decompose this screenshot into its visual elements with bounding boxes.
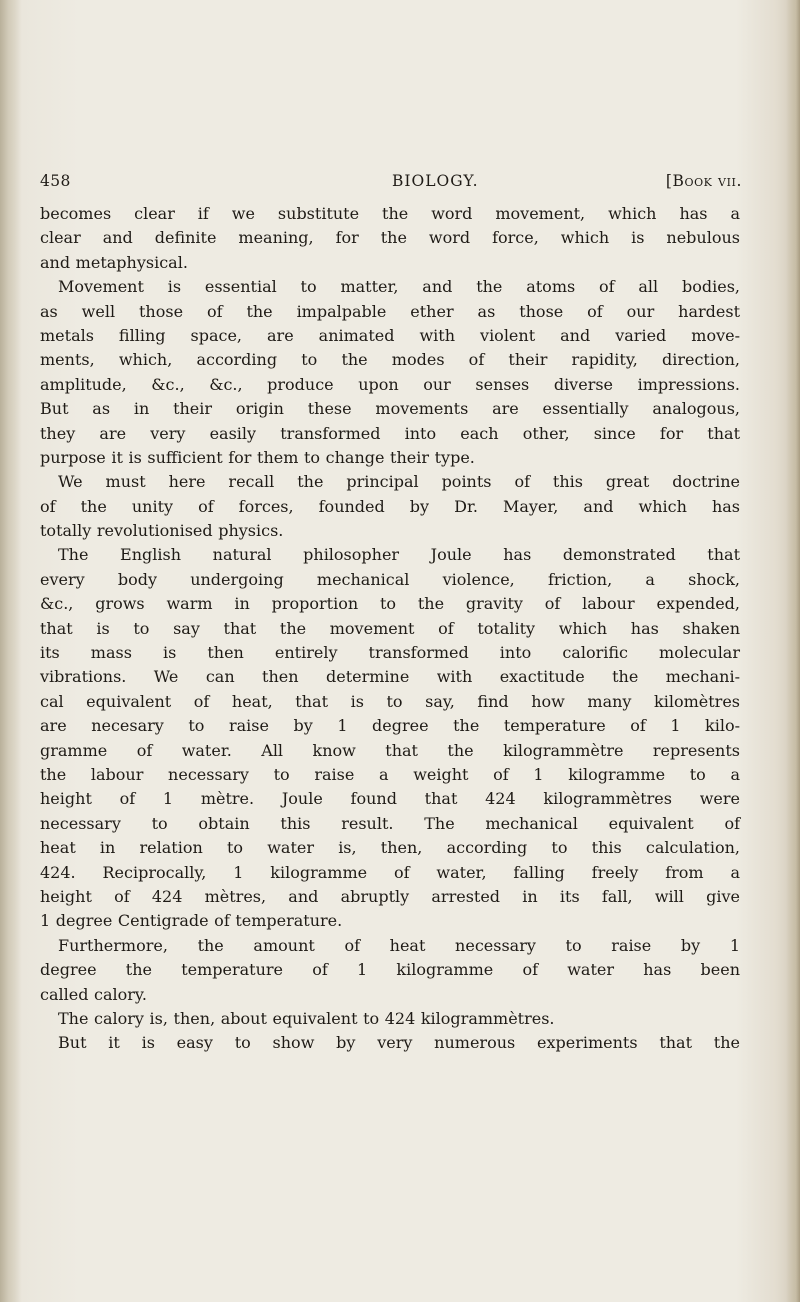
- page-number: 458: [40, 172, 71, 190]
- running-header: [40, 172, 742, 196]
- text-line: necessary to obtain this result. The mechanical equivalent of: [40, 813, 740, 833]
- text-line: are necesary to raise by 1 degree the temperature of 1 kilo-: [40, 716, 740, 736]
- text-line: gramme of water. All know that the kilogrammètre represents: [40, 740, 740, 760]
- text-line: The English natural philosopher Joule has demonstrated that: [58, 545, 740, 565]
- text-line: amplitude, &c., &c., produce upon our senses diverse impressions.: [40, 374, 740, 394]
- text-line: &c., grows warm in proportion to the gravity of labour expended,: [40, 594, 740, 614]
- text-line: heat in relation to water is, then, according to this calculation,: [40, 838, 740, 858]
- text-line: they are very easily transformed into each other, since for that: [40, 423, 740, 443]
- text-line: called calory.: [40, 984, 147, 1004]
- page-spine-shadow: [0, 0, 22, 1302]
- text-line: But it is easy to show by very numerous experiments that the: [58, 1033, 740, 1053]
- text-line: becomes clear if we substitute the word movement, which has a: [40, 204, 740, 223]
- text-line: metals filling space, are animated with violent and varied move-: [40, 325, 740, 345]
- text-line: its mass is then entirely transformed into calorific molecular: [40, 643, 740, 663]
- text-line: Movement is essential to matter, and the atoms of all bodies,: [58, 277, 740, 297]
- text-line: clear and definite meaning, for the word force, which is nebulous: [40, 228, 740, 248]
- text-line: every body undergoing mechanical violence, friction, a shock,: [40, 569, 740, 589]
- text-line: 424. Reciprocally, 1 kilogramme of water, falling freely from a: [40, 862, 740, 882]
- text-line: The calory is, then, about equivalent to 424 kilogrammètres.: [58, 1008, 555, 1028]
- text-line: totally revolutionised physics.: [40, 521, 284, 541]
- text-line: purpose it is sufficient for them to change their type.: [40, 447, 475, 467]
- text-line: Furthermore, the amount of heat necessary to raise by 1: [58, 935, 740, 955]
- text-line: ments, which, according to the modes of their rapidity, direction,: [40, 350, 740, 370]
- body-text: [40, 202, 740, 1056]
- book-label: [Book vii.: [665, 172, 742, 190]
- text-line: the labour necessary to raise a weight of 1 kilogramme to a: [40, 764, 740, 784]
- text-line: degree the temperature of 1 kilogramme of water has been: [40, 960, 740, 980]
- text-line: as well those of the impalpable ether as those of our hardest: [40, 301, 740, 321]
- text-line: height of 424 mètres, and abruptly arrested in its fall, will give: [40, 886, 740, 906]
- text-line: We must here recall the principal points of this great doctrine: [58, 472, 740, 492]
- running-title: BIOLOGY.: [392, 172, 479, 190]
- text-line: vibrations. We can then determine with exactitude the mechani-: [40, 667, 740, 687]
- text-line: of the unity of forces, founded by Dr. Mayer, and which has: [40, 496, 740, 516]
- text-line: and metaphysical.: [40, 252, 188, 272]
- text-line: cal equivalent of heat, that is to say, find how many kilomètres: [40, 691, 740, 711]
- text-line: 1 degree Centigrade of temperature.: [40, 911, 343, 931]
- page-edge-shadow: [786, 0, 800, 1302]
- text-line: that is to say that the movement of totality which has shaken: [40, 618, 740, 638]
- text-line: But as in their origin these movements are essentially analogous,: [40, 399, 740, 419]
- text-line: height of 1 mètre. Joule found that 424 kilogrammètres were: [40, 789, 740, 809]
